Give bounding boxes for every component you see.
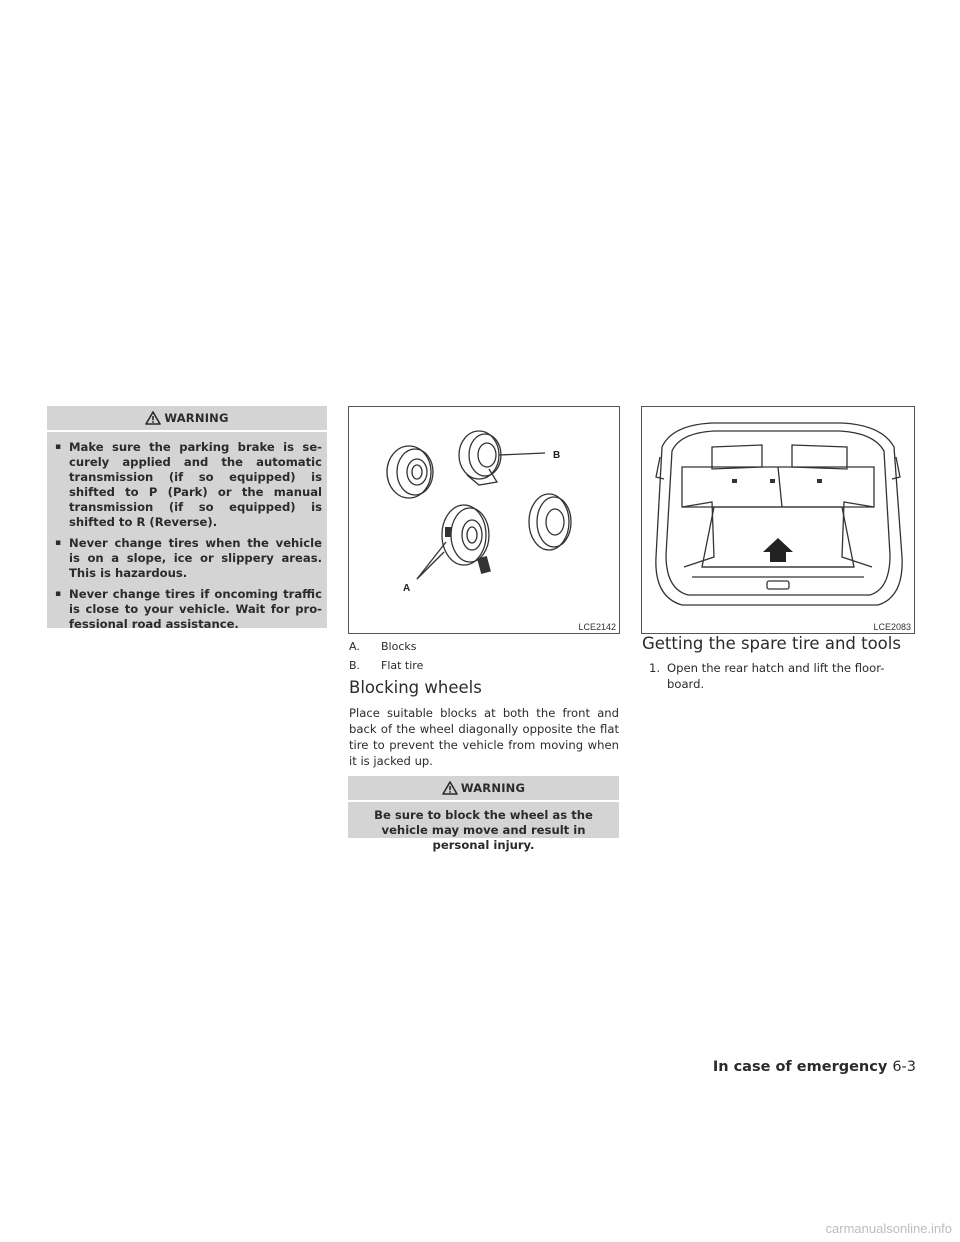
- warning-triangle-icon: [442, 781, 458, 795]
- warning-body: Be sure to block the wheel as the vehicle may move and result in personal injury.: [374, 808, 593, 852]
- warning-item: ▪ Never change tires if oncoming traffic is close to your vehicle. Wait for pro-fessional road assistance.: [53, 587, 322, 632]
- warning-heading: [47, 406, 327, 432]
- warning-heading: [348, 776, 619, 802]
- legend-item: B. Flat tire: [349, 659, 424, 672]
- section-heading-spare-tire: Getting the spare tire and tools: [642, 634, 901, 653]
- legend-item: A. Blocks: [349, 640, 417, 653]
- warning-triangle-icon: [145, 411, 161, 425]
- warning-box-parking: [47, 406, 327, 631]
- figure-label-a: A: [403, 583, 411, 594]
- figure-cargo-area: [641, 406, 915, 634]
- warning-item: ▪ Make sure the parking brake is se-curely applied and the automatic transmission (if so equipped) is shifted to P (Park) or the manual transmission (if so equipped) is shifted to R (Reverse).: [53, 440, 322, 530]
- watermark: carmanualsonline.info: [825, 1221, 952, 1236]
- figure-code: LCE2142: [578, 622, 616, 632]
- section-heading-blocking-wheels: Blocking wheels: [349, 678, 482, 697]
- list-item: 1. Open the rear hatch and lift the floor-board.: [649, 661, 885, 691]
- warning-box-block-wheel: [348, 776, 619, 852]
- tires-illustration: [349, 407, 619, 633]
- blocking-wheels-text: Place suitable blocks at both the front and back of the wheel diagonally opposite the flat tire to prevent the vehicle from moving when it is jacked up.: [349, 706, 619, 768]
- warning-item: ▪ Never change tires when the vehicle is on a slope, ice or slippery areas. This is hazardous.: [53, 536, 322, 581]
- figure-code: LCE2083: [873, 622, 911, 632]
- warning-list: [47, 432, 327, 646]
- page-footer: [713, 1059, 916, 1075]
- figure-legend: [349, 637, 423, 675]
- warning-heading-text: WARNING: [460, 781, 526, 795]
- figure-blocking-wheels: [348, 406, 620, 634]
- page-number: 6-3: [892, 1059, 916, 1075]
- figure-label-b: B: [553, 450, 561, 461]
- cargo-illustration: [642, 407, 914, 633]
- warning-heading-text: WARNING: [164, 411, 229, 425]
- footer-section: In case of emergency: [712, 1059, 888, 1075]
- up-arrow-icon: [763, 538, 793, 562]
